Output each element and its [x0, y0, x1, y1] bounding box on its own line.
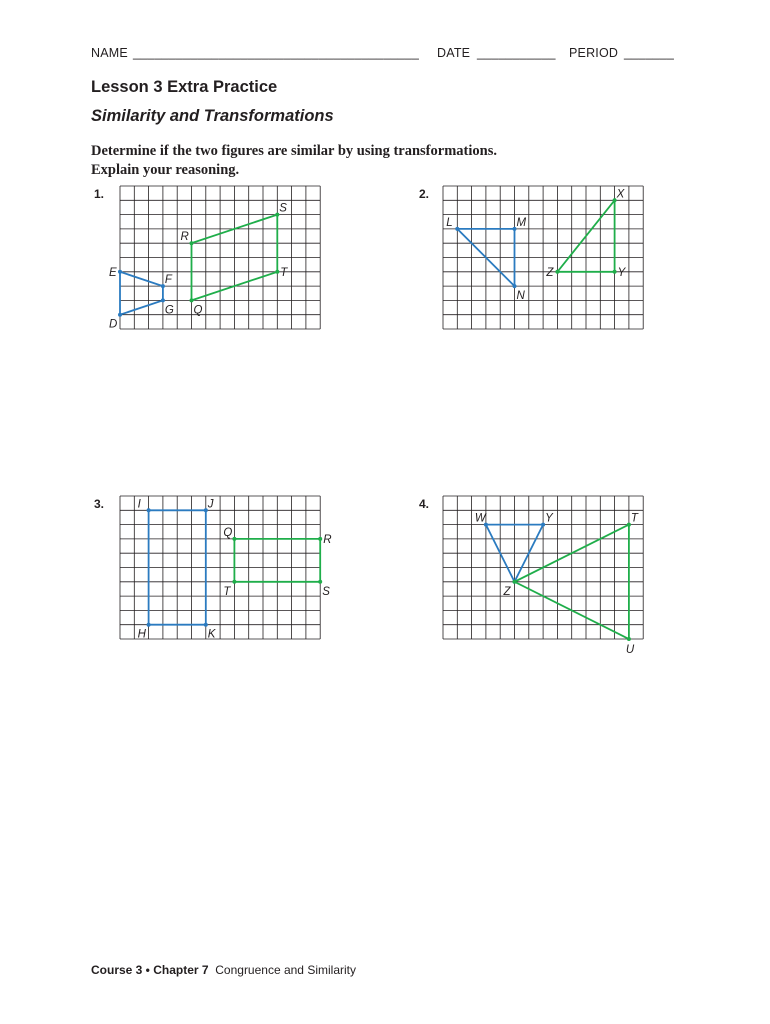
vertex-label: R	[180, 231, 189, 244]
vertex-dot	[190, 298, 194, 302]
vertex-dot	[118, 313, 122, 317]
vertex-label: E	[109, 266, 117, 279]
vertex-label: Y	[545, 512, 553, 525]
instructions-line-1: Determine if the two figures are similar by using transformations.	[91, 143, 497, 159]
vertex-label: L	[446, 216, 453, 229]
problem-2-number: 2.	[419, 187, 430, 201]
vertex-label: K	[207, 628, 216, 641]
vertex-label: G	[164, 304, 174, 317]
instructions	[91, 143, 497, 179]
vertex-dot	[204, 623, 208, 627]
vertex-dot	[147, 508, 151, 512]
vertex-label: H	[137, 628, 146, 641]
vertex-label: T	[280, 266, 288, 279]
vertex-label: N	[516, 290, 525, 303]
problem-4-grid	[443, 496, 643, 656]
vertex-label: D	[109, 318, 118, 331]
vertex-dot	[318, 537, 322, 541]
vertex-label: U	[625, 644, 635, 656]
vertex-dot	[318, 580, 322, 584]
vertex-label: T	[223, 585, 231, 598]
vertex-label: Z	[503, 585, 511, 598]
vertex-label: I	[137, 498, 141, 511]
grid-lines	[120, 186, 320, 329]
name-blank[interactable]: ________________________________________	[133, 46, 420, 60]
vertex-dot	[513, 580, 517, 584]
instructions-line-2: Explain your reasoning.	[91, 162, 240, 178]
vertex-label: T	[630, 512, 638, 525]
lesson-subtitle: Similarity and Transformations	[91, 107, 334, 125]
problem-2-grid	[443, 186, 643, 331]
vertex-label: Z	[546, 266, 554, 279]
vertex-label: W	[474, 512, 486, 525]
problem-1-number: 1.	[94, 187, 105, 201]
problem-4-number: 4.	[419, 497, 430, 511]
vertex-label: F	[164, 274, 172, 287]
vertex-dot	[161, 298, 165, 302]
vertex-dot	[555, 270, 559, 274]
vertex-label: S	[322, 585, 330, 598]
vertex-dot	[613, 270, 617, 274]
vertex-dot	[147, 623, 151, 627]
date-blank[interactable]: ___________	[477, 46, 556, 60]
vertex-dot	[232, 537, 236, 541]
vertex-dot	[118, 270, 122, 274]
date-label: DATE	[437, 46, 471, 60]
footer-course: Course 3 • Chapter 7	[91, 963, 209, 977]
vertex-label: M	[516, 216, 527, 229]
lesson-title: Lesson 3 Extra Practice	[91, 78, 278, 96]
vertex-label: R	[323, 533, 332, 546]
vertex-dot	[190, 241, 194, 245]
vertex-dot	[232, 580, 236, 584]
grid-lines	[443, 186, 643, 329]
period-label: PERIOD	[569, 46, 619, 60]
vertex-dot	[455, 227, 459, 231]
vertex-label: J	[207, 498, 214, 511]
problem-3-grid	[120, 496, 332, 641]
vertex-dot	[627, 637, 631, 641]
problem-1-grid	[109, 186, 320, 331]
problem-3-number: 3.	[94, 497, 105, 511]
vertex-dot	[513, 284, 517, 288]
name-label: NAME	[91, 46, 128, 60]
grid-lines	[120, 496, 320, 639]
vertex-label: Y	[617, 266, 626, 279]
vertex-label: Q	[193, 304, 203, 317]
footer-topic: Congruence and Similarity	[215, 963, 356, 977]
figure-1-outline	[120, 272, 163, 315]
vertex-label: X	[616, 188, 625, 201]
footer	[91, 963, 356, 977]
vertex-label: Q	[223, 526, 233, 539]
period-blank[interactable]: _______	[624, 46, 675, 60]
vertex-dot	[275, 270, 279, 274]
vertex-label: S	[279, 202, 287, 215]
